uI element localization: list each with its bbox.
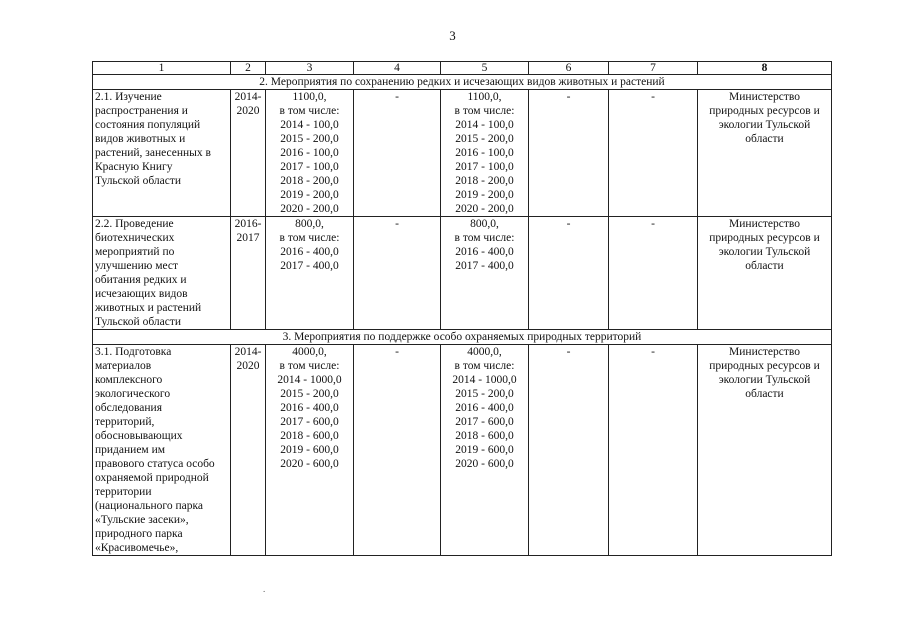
cell-line: 2019 - 200,0	[280, 189, 339, 201]
cell-line: 2014-	[234, 346, 262, 358]
cell-line: Красную Книгу	[95, 161, 173, 173]
cell-line: области	[745, 133, 784, 145]
cell-line: 2016 - 100,0	[455, 147, 514, 159]
cell-line: «Красивомечье»,	[95, 542, 179, 554]
cell-line: экологического	[95, 388, 171, 400]
program-table	[92, 61, 832, 556]
cell-line: 2016 - 400,0	[455, 246, 514, 258]
cell-line: животных и растений	[95, 302, 202, 314]
column-4-cell: -	[354, 90, 441, 217]
cell-line: 2014-	[234, 91, 262, 103]
cell-line: 2020 - 200,0	[455, 203, 514, 215]
cell-line: 2014 - 1000,0	[277, 374, 342, 386]
cell-line: 4000,0,	[467, 346, 502, 358]
activity-description	[93, 90, 231, 217]
column-header-2: 2	[231, 62, 266, 75]
column-7-cell: -	[609, 345, 698, 556]
total-funding-cell	[266, 345, 354, 556]
column-5-cell	[441, 345, 529, 556]
section-row	[93, 330, 832, 345]
cell-line: 2019 - 600,0	[455, 444, 514, 456]
cell-line: (национального парка	[95, 500, 203, 512]
cell-line: обосновывающих	[95, 430, 183, 442]
section-row	[93, 75, 832, 90]
cell-line: 2015 - 200,0	[455, 133, 514, 145]
period-cell	[231, 345, 266, 556]
cell-line: 2016 - 400,0	[280, 402, 339, 414]
cell-line: биотехнических	[95, 232, 175, 244]
cell-line: распространения и	[95, 105, 188, 117]
cell-line: охраняемой природной	[95, 472, 209, 484]
cell-line: территории	[95, 486, 152, 498]
cell-line: 2019 - 200,0	[455, 189, 514, 201]
column-header-3: 3	[266, 62, 354, 75]
cell-line: природных ресурсов и	[709, 360, 820, 372]
cell-line: 2018 - 600,0	[455, 430, 514, 442]
cell-line: Министерство	[729, 91, 800, 103]
cell-line: «Тульские засеки»,	[95, 514, 189, 526]
cell-line: мероприятий по	[95, 246, 175, 258]
column-6-cell: -	[529, 90, 609, 217]
cell-line: 2014 - 1000,0	[452, 374, 517, 386]
page-number: 3	[449, 28, 456, 43]
column-header-8: 8	[698, 62, 832, 75]
column-header-1: 1	[93, 62, 231, 75]
cell-line: материалов	[95, 360, 152, 372]
cell-line: области	[745, 388, 784, 400]
cell-line: природного парка	[95, 528, 183, 540]
column-6-cell: -	[529, 217, 609, 330]
period-cell	[231, 90, 266, 217]
cell-line: в том числе:	[279, 232, 340, 244]
activity-description	[93, 345, 231, 556]
column-number-row	[93, 62, 832, 75]
cell-line: экологии Тульской	[718, 374, 811, 386]
table-row	[93, 345, 832, 556]
cell-line: природных ресурсов и	[709, 232, 820, 244]
cell-line: обитания редких и	[95, 274, 187, 286]
cell-line: 2015 - 200,0	[455, 388, 514, 400]
cell-line: 1100,0,	[467, 91, 502, 103]
cell-line: исчезающих видов	[95, 288, 188, 300]
cell-line: 2017 - 600,0	[280, 416, 339, 428]
cell-line: 2019 - 600,0	[280, 444, 339, 456]
executor-cell	[698, 217, 832, 330]
cell-line: 2017 - 100,0	[455, 161, 514, 173]
column-5-cell	[441, 90, 529, 217]
column-4-cell: -	[354, 217, 441, 330]
total-funding-cell	[266, 90, 354, 217]
column-header-7: 7	[609, 62, 698, 75]
cell-line: 2020 - 200,0	[280, 203, 339, 215]
cell-line: 4000,0,	[292, 346, 327, 358]
cell-line: 2017 - 100,0	[280, 161, 339, 173]
cell-line: природных ресурсов и	[709, 105, 820, 117]
total-funding-cell	[266, 217, 354, 330]
cell-line: комплексного	[95, 374, 163, 386]
cell-line: 2017 - 400,0	[455, 260, 514, 272]
cell-line: обследования	[95, 402, 162, 414]
cell-line: экологии Тульской	[718, 246, 811, 258]
cell-line: 2014 - 100,0	[455, 119, 514, 131]
cell-line: Тульской области	[95, 175, 182, 187]
cell-line: территорий,	[95, 416, 155, 428]
cell-line: приданием им	[95, 444, 166, 456]
cell-line: в том числе:	[454, 105, 515, 117]
cell-line: области	[745, 260, 784, 272]
executor-cell	[698, 345, 832, 556]
cell-line: 2015 - 200,0	[280, 133, 339, 145]
cell-line: 3.1. Подготовка	[95, 346, 172, 358]
section-title-3: 3. Мероприятия по поддержке особо охраняемых природных территорий	[93, 330, 832, 345]
cell-line: Министерство	[729, 218, 800, 230]
column-7-cell: -	[609, 217, 698, 330]
column-6-cell: -	[529, 345, 609, 556]
cell-line: улучшению мест	[95, 260, 179, 272]
cell-line: видов животных и	[95, 133, 186, 145]
footer-mark: .	[263, 584, 266, 594]
cell-line: 2017	[236, 232, 260, 244]
cell-line: 800,0,	[295, 218, 324, 230]
cell-line: 2018 - 200,0	[280, 175, 339, 187]
column-header-6: 6	[529, 62, 609, 75]
cell-line: 2018 - 600,0	[280, 430, 339, 442]
cell-line: 2.1. Изучение	[95, 91, 162, 103]
cell-line: 2017 - 400,0	[280, 260, 339, 272]
column-7-cell: -	[609, 90, 698, 217]
cell-line: 2016 - 400,0	[280, 246, 339, 258]
cell-line: в том числе:	[454, 360, 515, 372]
cell-line: в том числе:	[454, 232, 515, 244]
cell-line: правового статуса особо	[95, 458, 215, 470]
column-5-cell	[441, 217, 529, 330]
table-row	[93, 217, 832, 330]
cell-line: 800,0,	[470, 218, 499, 230]
cell-line: в том числе:	[279, 105, 340, 117]
cell-line: 1100,0,	[292, 91, 327, 103]
cell-line: в том числе:	[279, 360, 340, 372]
cell-line: 2.2. Проведение	[95, 218, 174, 230]
cell-line: 2018 - 200,0	[455, 175, 514, 187]
column-header-5: 5	[441, 62, 529, 75]
cell-line: растений, занесенных в	[95, 147, 211, 159]
cell-line: состояния популяций	[95, 119, 201, 131]
cell-line: Министерство	[729, 346, 800, 358]
cell-line: 2017 - 600,0	[455, 416, 514, 428]
cell-line: 2016-	[234, 218, 262, 230]
cell-line: 2020	[236, 105, 260, 117]
executor-cell	[698, 90, 832, 217]
period-cell	[231, 217, 266, 330]
cell-line: 2015 - 200,0	[280, 388, 339, 400]
activity-description	[93, 217, 231, 330]
cell-line: 2020 - 600,0	[280, 458, 339, 470]
cell-line: 2020 - 600,0	[455, 458, 514, 470]
table-row	[93, 90, 832, 217]
cell-line: экологии Тульской	[718, 119, 811, 131]
cell-line: Тульской области	[95, 316, 182, 328]
column-4-cell: -	[354, 345, 441, 556]
column-header-4: 4	[354, 62, 441, 75]
cell-line: 2014 - 100,0	[280, 119, 339, 131]
cell-line: 2016 - 100,0	[280, 147, 339, 159]
cell-line: 2020	[236, 360, 260, 372]
cell-line: 2016 - 400,0	[455, 402, 514, 414]
section-title-2: 2. Мероприятия по сохранению редких и исчезающих видов животных и растений	[93, 75, 832, 90]
